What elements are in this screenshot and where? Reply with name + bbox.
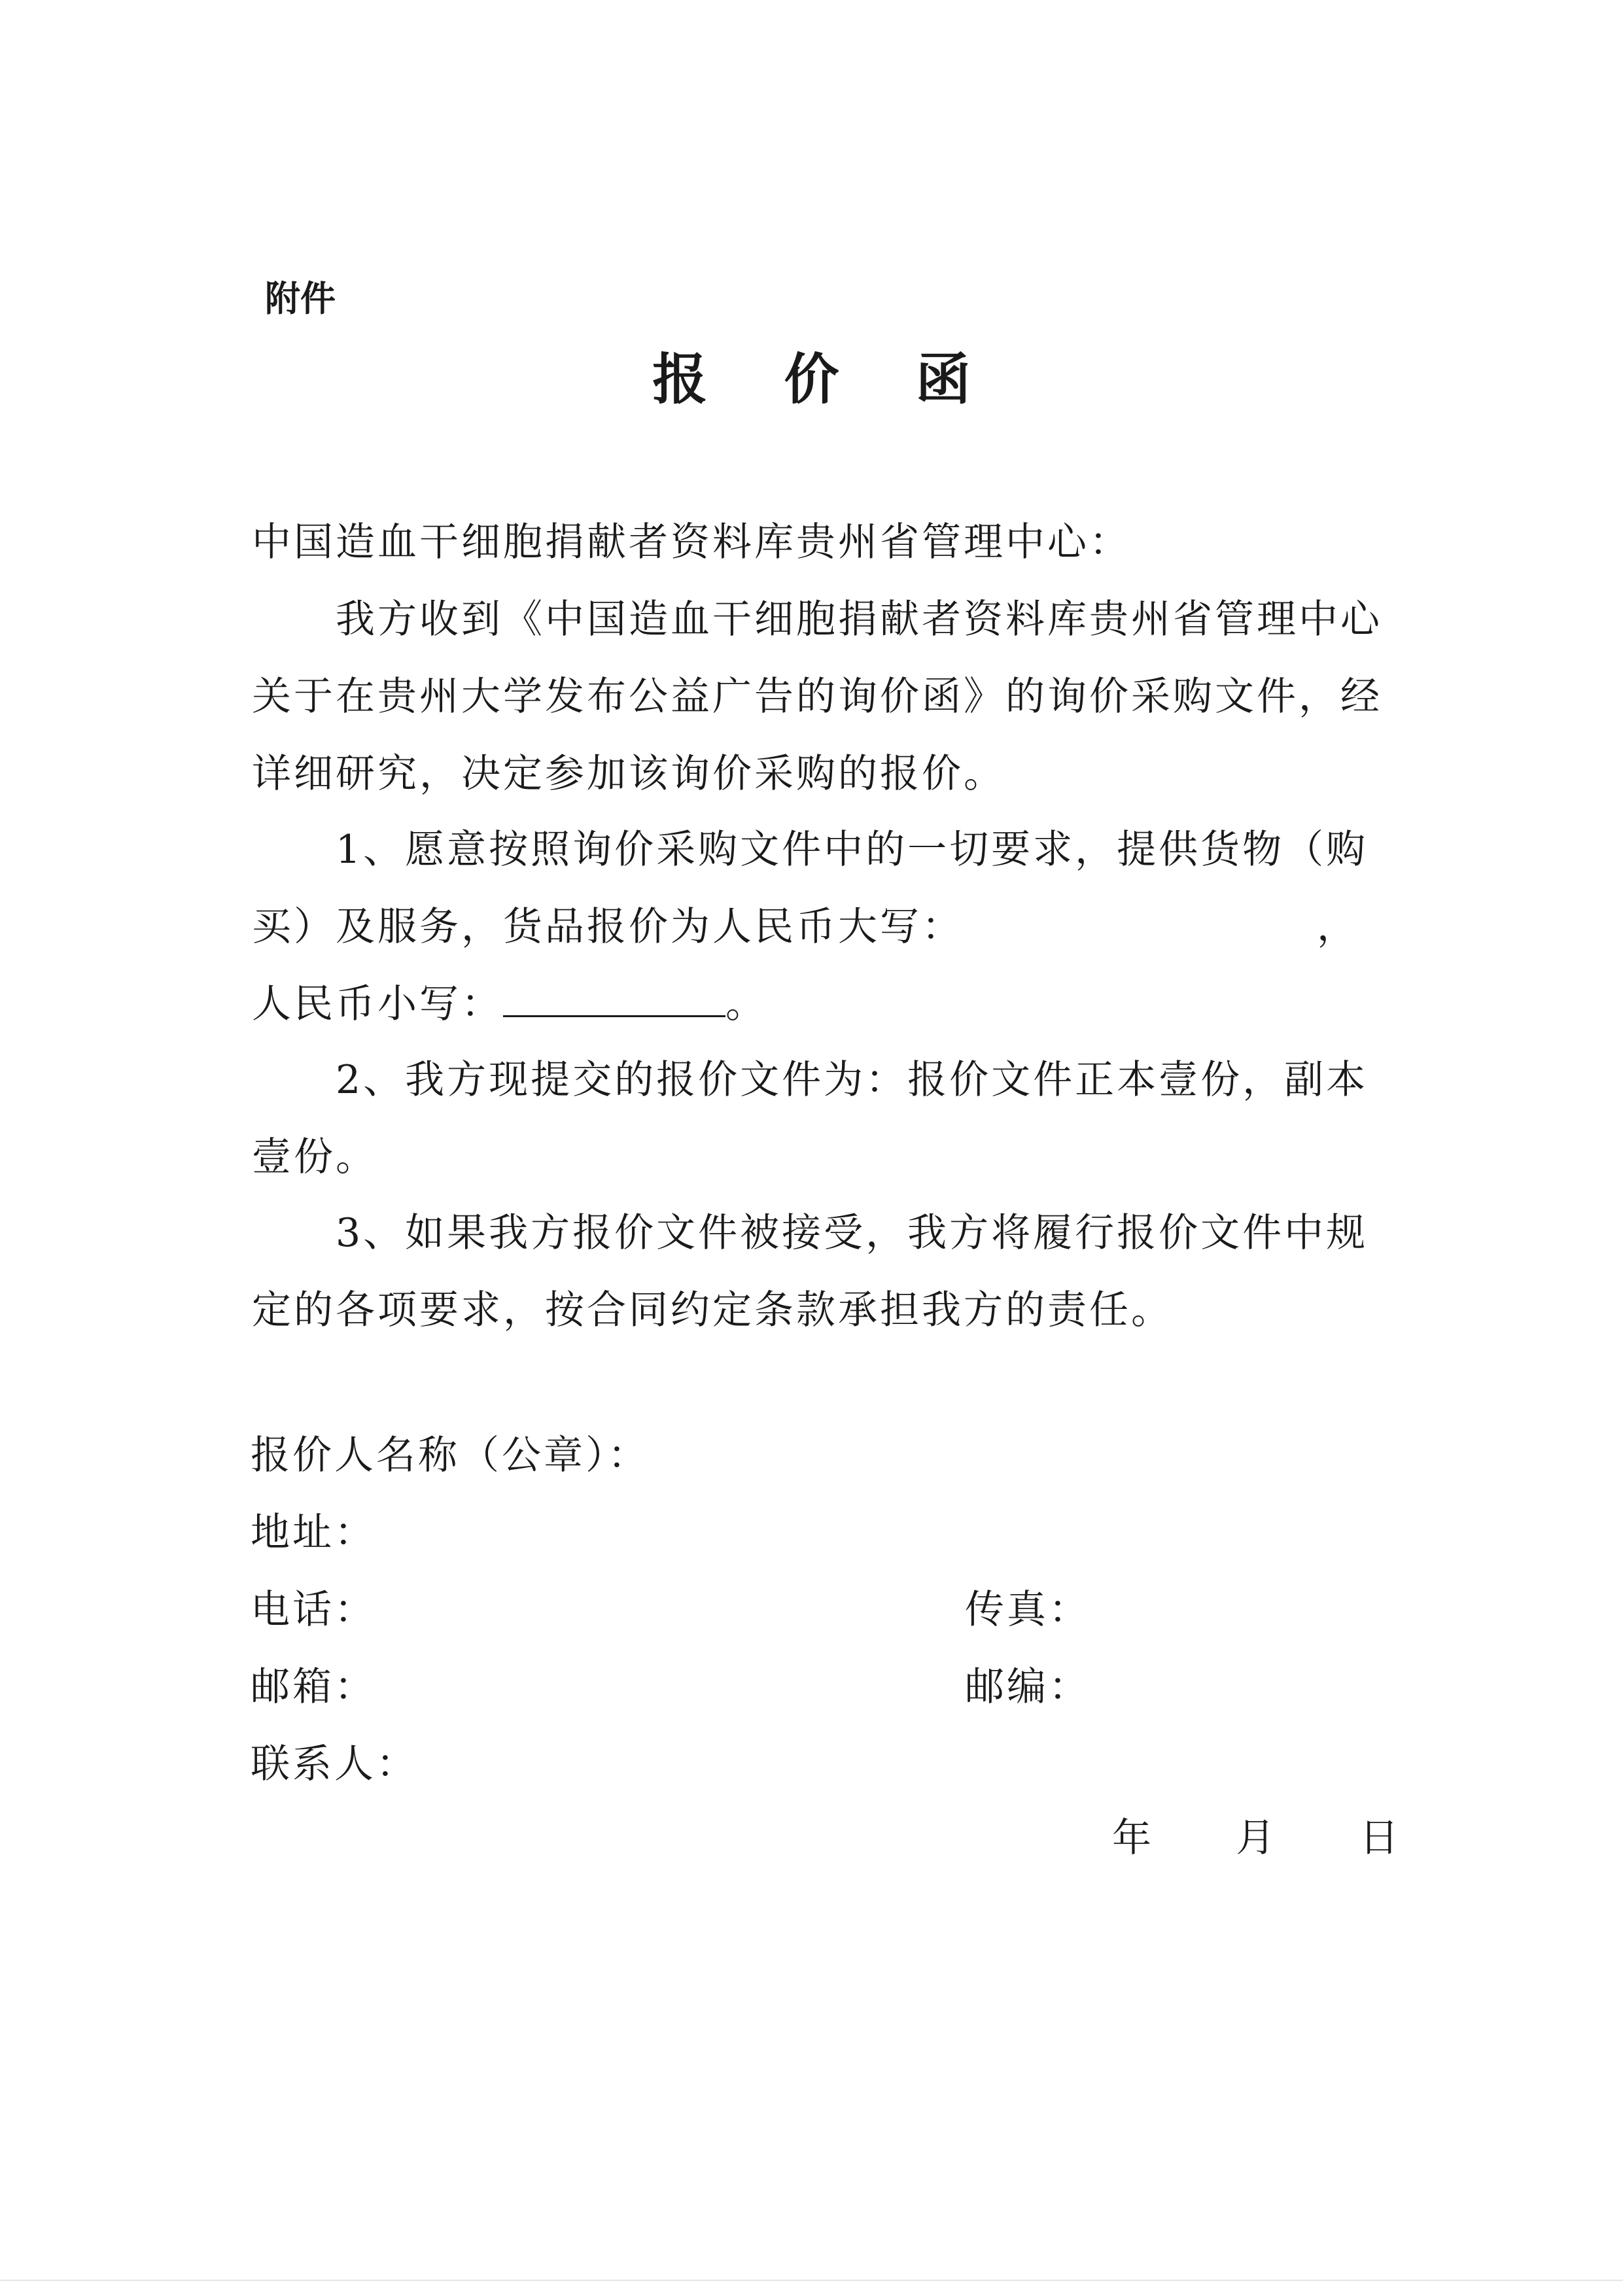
item-1-comma: ， — [1317, 904, 1359, 950]
amount-figures-label: 人民币小写： — [252, 981, 503, 1027]
date-line — [1112, 1815, 1399, 1861]
item-3-paragraph: 3、如果我方报价文件被接受，我方将履行报价文件中规定的各项要求，按合同约定条款承担我方的责任。 — [252, 1210, 1369, 1333]
company-name-label: 报价人名称（公章）： — [251, 1433, 650, 1478]
phone-label: 电话： — [251, 1587, 376, 1633]
intro-paragraph: 我方收到《中国造血干细胞捐献者资料库贵州省管理中心关于在贵州大学发布公益广告的询价函》的询价采购文件，经详细研究，决定参加该询价采购的报价。 — [252, 597, 1382, 797]
addressee: 中国造血干细胞捐献者资料库贵州省管理中心： — [252, 519, 1131, 565]
attachment-label: 附件 — [265, 278, 336, 319]
fax-label: 传真： — [965, 1587, 1091, 1633]
day-label: 日 — [1359, 1815, 1399, 1861]
contact-label: 联系人： — [251, 1741, 418, 1787]
email-label: 邮箱： — [251, 1664, 376, 1710]
item-1-text: 1、愿意按照询价采购文件中的一切要求，提供货物（购买）及服务，货品报价为人民币大写： — [252, 827, 1369, 950]
page-title: 报 价 函 — [652, 347, 1000, 411]
postcode-label: 邮编： — [965, 1664, 1091, 1710]
amount-figures-blank[interactable] — [503, 981, 725, 1017]
address-label: 地址： — [251, 1510, 376, 1556]
page-bottom-edge — [0, 2280, 1623, 2281]
month-label: 月 — [1236, 1815, 1276, 1861]
item-2-paragraph: 2、我方现提交的报价文件为：报价文件正本壹份，副本壹份。 — [252, 1057, 1369, 1180]
year-label: 年 — [1112, 1815, 1151, 1861]
item-1-paragraph — [252, 811, 1390, 1043]
item-1-period: 。 — [725, 981, 767, 1027]
